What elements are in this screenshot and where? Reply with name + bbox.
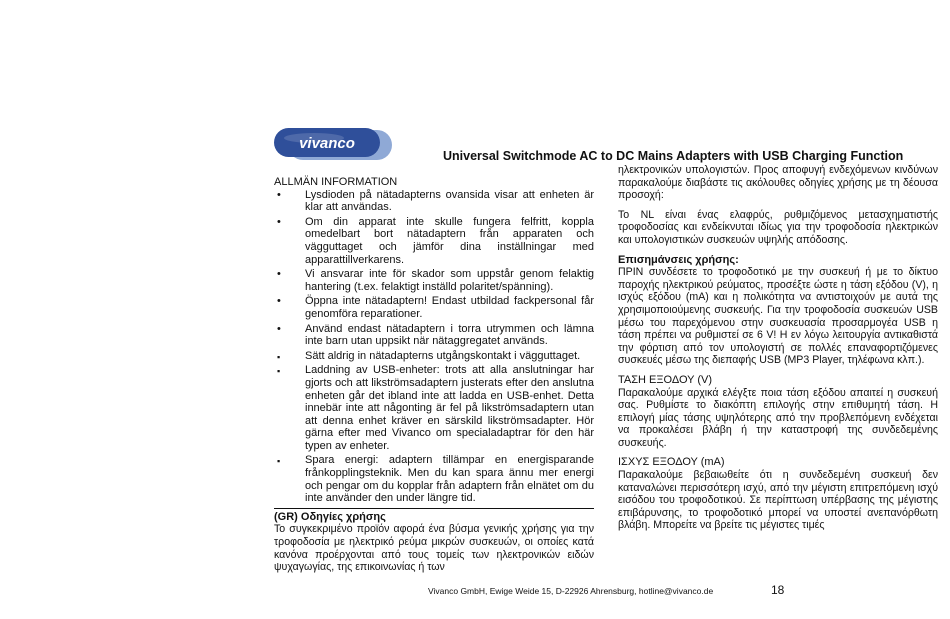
footer-address: Vivanco GmbH, Ewige Weide 15, D-22926 Ahrensburg, hotline@vivanco.de bbox=[428, 586, 714, 596]
list-item: ▪ Spara energi: adaptern tillämpar en energisparande frånkopplingsteknik. Men du kan spara ännu mer energi och pengar om du kopplar från adaptern från elnätet om du inte använder den under längre tid. bbox=[274, 454, 594, 504]
right-column bbox=[618, 164, 938, 539]
greek-paragraph-2: Το NL είναι ένας ελαφρύς, ρυθμιζόμενος μετασχηματιστής τροφοδοσίας και ενδείκνυται ιδίως για την τροφοδοσία ηλεκτρικών και υπολογιστικών συσκευών υψηλής απόδοσης. bbox=[618, 208, 938, 246]
list-item: ▪ Sätt aldrig in nätadapterns utgångskontakt i vägguttaget. bbox=[274, 350, 594, 363]
list-item: • Lysdioden på nätadapterns ovansida visar att enheten är klar att användas. bbox=[274, 189, 594, 214]
usage-notes-title: Επισημάνσεις χρήσης: bbox=[618, 253, 739, 266]
output-voltage-paragraph: Παρακαλούμε αρχικά ελέγξτε ποια τάση εξόδου απαιτεί η συσκευή σας. Ρυθμίστε το διακόπτη επιλογής στην επιθυμητή τάση. Η επιλογή μίας τάσης υψηλότερης από την προβλεπόμενη ενδέχεται να προκαλέσει βλάβη ή την καταστροφή της συνδεδεμένης συσκευής. bbox=[618, 386, 938, 449]
greek-intro-paragraph: Το συγκεκριμένο προϊόν αφορά ένα βύσμα γενικής χρήσης για την τροφοδοσία με ηλεκτρικό ρεύμα μικρών συσκευών, οι οποίες κατά κανόνα προέρχονται από τους τομείς των ηλεκτρονικών ειδών ψυχαγωγίας, της επικοινωνίας ή των bbox=[274, 523, 594, 574]
list-item: ▪ Laddning av USB-enheter: trots att alla anslutningar har gjorts och att likströmsadaptern justerats efter den anslutna enheten går det ibland inte att ladda en USB-enhet. Detta innebär inte att någonting är fel på likströmsadaptern utan att denna enhet kräver en särskild likströmsadapter. Hör gärna efter med Vivanco om specialadaptrar för den här typen av enheter. bbox=[274, 364, 594, 452]
document-title: Universal Switchmode AC to DC Mains Adapters with USB Charging Function bbox=[443, 149, 904, 163]
output-power-paragraph: Παρακαλούμε βεβαιωθείτε ότι η συνδεδεμένη συσκευή δεν καταναλώνει περισσότερη ισχύ, από την μέγιστη επιτρεπόμενη ισχύ εισόδου του τροφοδοτικού. Σε περίπτωση υπέρβασης της μέγιστης επιβάρυνσης, το τροφοδοτικό μπορεί να υποστεί ανεπανόρθωτη βλάβη. Μπορείτε να βρείτε τις μέγιστες τιμές bbox=[618, 469, 938, 532]
list-item: • Använd endast nätadaptern i torra utrymmen och lämna inte barn utan uppsikt när nätaggregatet används. bbox=[274, 323, 594, 348]
usage-notes-paragraph: ΠΡΙΝ συνδέσετε το τροφοδοτικό με την συσκευή ή με το δίκτυο παροχής ηλεκτρικού ρεύματος, προσέξτε ώστε η τάση εξόδου (V), η ισχύς εξόδου (mA) και η πολικότητα να αντιστοιχούν με αυτά της χρησιμοποιούμενης συσκευής. Για την τροφοδοσία συσκευών USB μέσω του παρεχόμενου στην συσκευασία προσαρμογέα USB η τάση πρέπει να ρυθμιστεί σε 6 V! Η εν λόγω λειτουργία αντικαθιστά την φόρτιση από τον υπολογιστή σε πολλές επαναφορτιζόμενες συσκευές μέσω της διεπαφής USB (MP3 Player, τηλέφωνα κλπ.). bbox=[618, 266, 938, 367]
greek-paragraph-1: ηλεκτρονικών υπολογιστών. Προς αποφυγή ενδεχόμενων κινδύνων παρακαλούμε διαβάστε τις ακόλουθες οδηγίες χρήσης με τη δέουσα προσοχή: bbox=[618, 164, 938, 202]
section-divider bbox=[274, 508, 594, 509]
output-power-title: ΙΣΧΥΣ ΕΞΟΔΟΥ (mA) bbox=[618, 456, 725, 469]
list-item: • Om din apparat inte skulle fungera felfritt, koppla omedelbart bort nätadaptern från apparaten och vägguttaget och jämför dina inställningar med apparattillverkarens. bbox=[274, 216, 594, 266]
logo-text: vivanco bbox=[299, 135, 355, 152]
section-title-general-info: ALLMÄN INFORMATION bbox=[274, 176, 398, 188]
list-item: • Öppna inte nätadaptern! Endast utbildad fackpersonal får genomföra reparationer. bbox=[274, 295, 594, 320]
left-column bbox=[274, 176, 594, 574]
list-item: • Vi ansvarar inte för skador som uppstår genom felaktig hantering (t.ex. felaktigt inställd polaritet/spänning). bbox=[274, 268, 594, 293]
page-number: 18 bbox=[771, 583, 785, 597]
output-voltage-title: ΤΑΣΗ ΕΞΟΔΟΥ (V) bbox=[618, 373, 713, 386]
general-info-list bbox=[274, 189, 594, 505]
vivanco-logo bbox=[274, 128, 392, 160]
greek-instructions-title: (GR) Οδηγίες χρήσης bbox=[274, 510, 386, 523]
